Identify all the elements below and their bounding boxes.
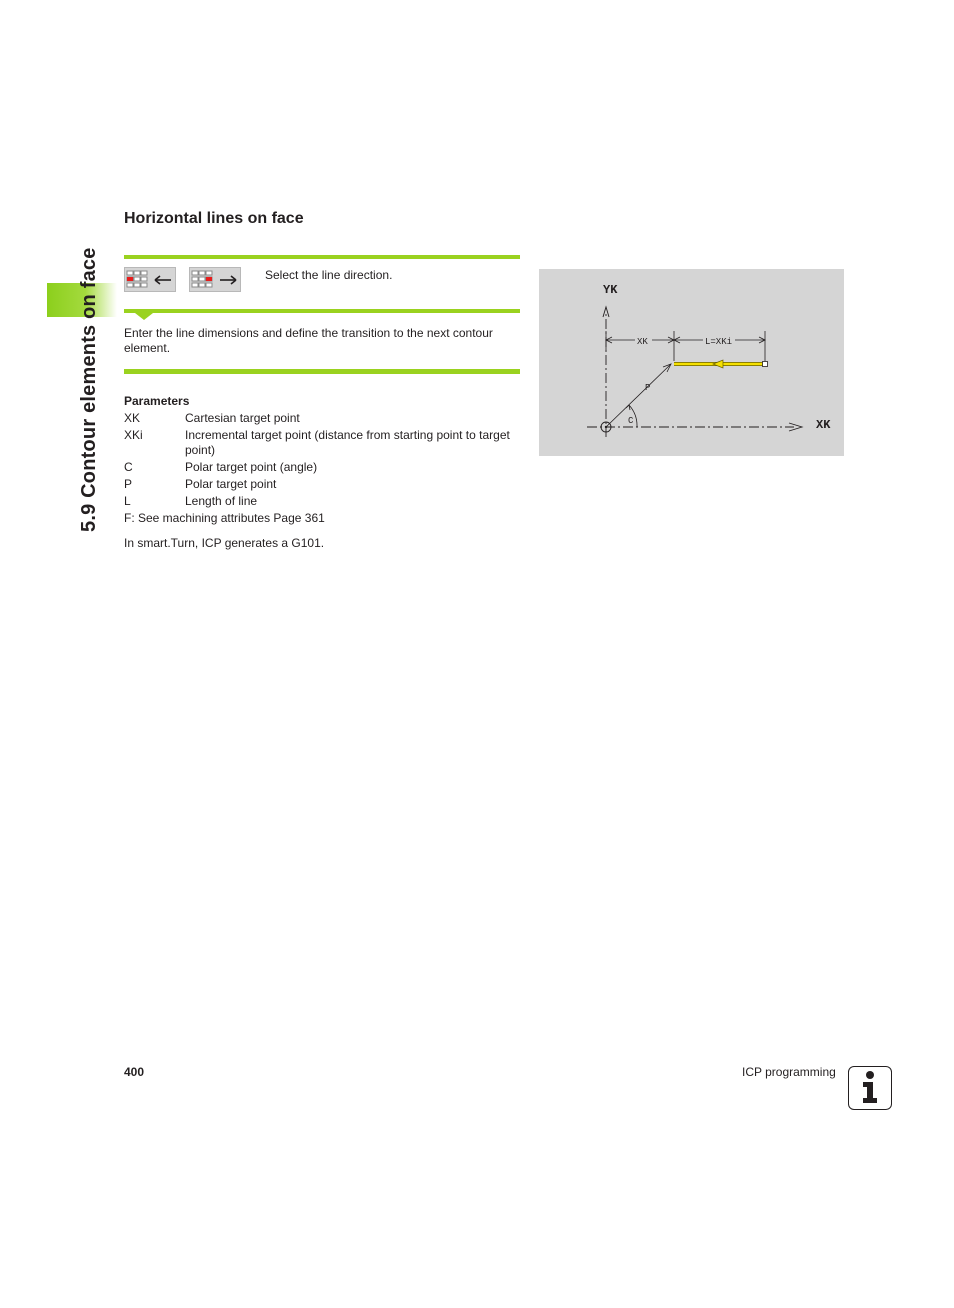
section-heading: Horizontal lines on face: [124, 210, 304, 227]
parameter-key: XK: [124, 411, 141, 425]
parameter-key: P: [124, 477, 133, 491]
contour-direction-arrow-icon: [713, 360, 723, 368]
enter-dimensions-text: Enter the line dimensions and define the transition to the next contour element.: [124, 326, 493, 355]
parameter-description: Polar target point: [185, 477, 277, 491]
parameter-key: L: [124, 494, 131, 508]
machining-attributes-note: F: See machining attributes Page 361: [124, 511, 325, 525]
page-number: 400: [124, 1065, 145, 1079]
step-pointer-icon: [135, 313, 153, 320]
divider-bar: [124, 369, 520, 374]
chapter-title: 5.9 Contour elements on face: [78, 247, 100, 532]
xk-axis-label: XK: [816, 418, 831, 432]
parameter-description: Cartesian target point: [185, 411, 300, 425]
parameter-description: Length of line: [185, 494, 258, 508]
footer-chapter-name: ICP programming: [742, 1065, 836, 1079]
line-direction-right-icon: [190, 268, 240, 291]
select-direction-text: Select the line direction.: [265, 268, 393, 282]
xk-dimension-label: XK: [637, 337, 648, 347]
polar-line-p: [606, 364, 671, 427]
line-diagram-svg: [539, 269, 844, 456]
yk-axis-label: YK: [603, 283, 618, 297]
parameters-heading: Parameters: [124, 394, 190, 408]
line-diagram: [539, 269, 844, 456]
parameter-description: Polar target point (angle): [185, 460, 318, 474]
line-right-softkey[interactable]: [189, 267, 241, 292]
angle-arrow-icon: [626, 405, 630, 410]
divider-bar: [124, 255, 520, 259]
parameter-description: Incremental target point (distance from starting point to target point): [185, 428, 510, 457]
divider-bar: [124, 309, 520, 313]
angle-c-label: C: [628, 416, 634, 426]
info-icon: [848, 1066, 892, 1110]
polar-p-label: P: [645, 383, 651, 393]
parameter-key: C: [124, 460, 133, 474]
parameter-key: XKi: [124, 428, 143, 442]
line-left-softkey[interactable]: [124, 267, 176, 292]
smartturn-note: In smart.Turn, ICP generates a G101.: [124, 536, 325, 550]
start-point-marker: [763, 362, 768, 367]
length-dimension-label: L=XKi: [705, 337, 733, 347]
line-direction-left-icon: [125, 268, 175, 291]
